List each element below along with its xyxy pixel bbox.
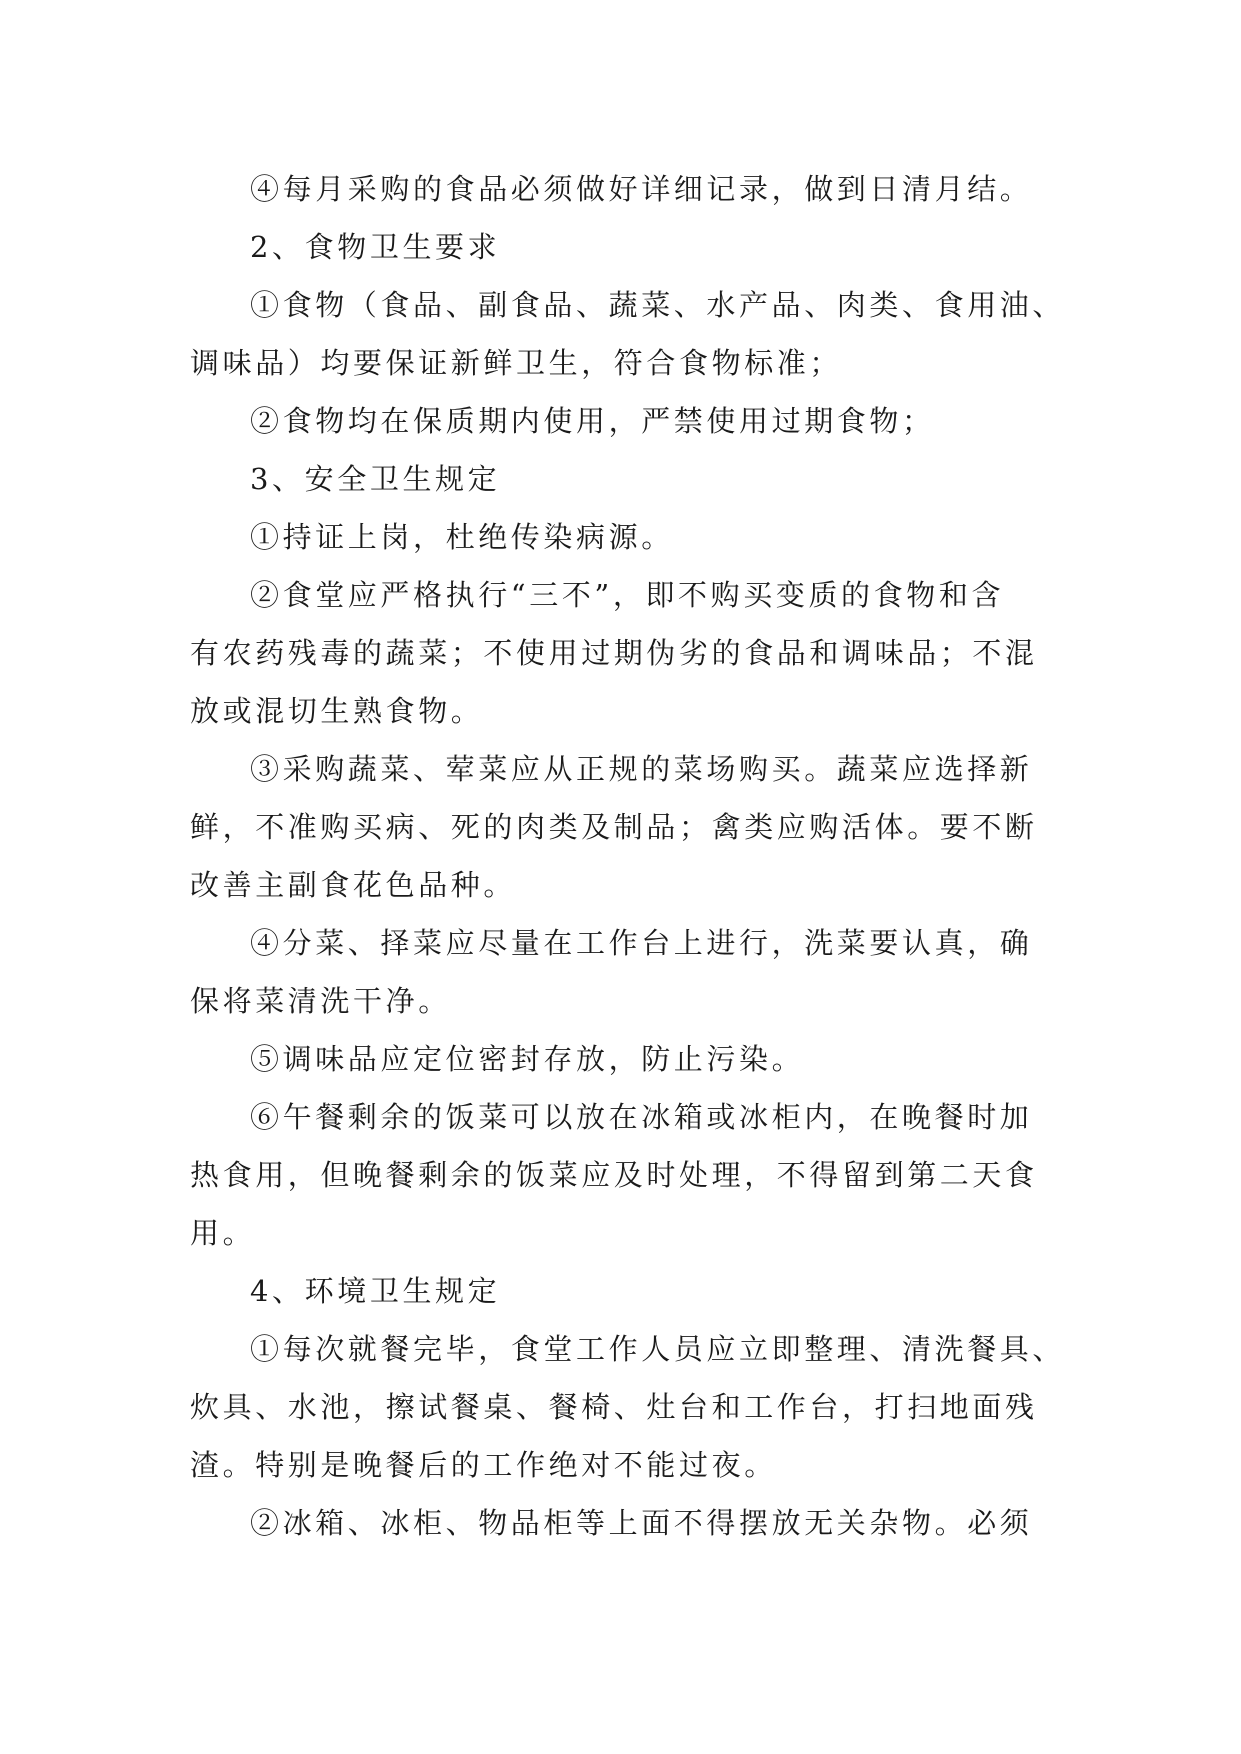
paragraph-line: 改善主副食花色品种。 (190, 868, 517, 902)
paragraph-line: ②食堂应严格执行“三不”，即不购买变质的食物和含 (250, 578, 1005, 612)
paragraph-line: 渣。特别是晚餐后的工作绝对不能过夜。 (190, 1448, 777, 1482)
section-heading: 3、安全卫生规定 (250, 462, 501, 496)
paragraph-line: ③采购蔬菜、荤菜应从正规的菜场购买。蔬菜应选择新 (250, 752, 1033, 786)
paragraph-line: 放或混切生熟食物。 (190, 694, 484, 728)
paragraph-line: ②冰箱、冰柜、物品柜等上面不得摆放无关杂物。必须 (250, 1506, 1033, 1540)
paragraph-line: ①食物（食品、副食品、蔬菜、水产品、肉类、食用油、 (250, 288, 1066, 322)
paragraph-line: ①每次就餐完毕，食堂工作人员应立即整理、清洗餐具、 (250, 1332, 1066, 1366)
paragraph-line: 保将菜清洗干净。 (190, 984, 451, 1018)
paragraph-line: 炊具、水池，擦试餐桌、餐椅、灶台和工作台，打扫地面残 (190, 1390, 1038, 1424)
paragraph-line: ⑥午餐剩余的饭菜可以放在冰箱或冰柜内，在晚餐时加 (250, 1100, 1033, 1134)
paragraph-line: 鲜，不准购买病、死的肉类及制品；禽类应购活体。要不断 (190, 810, 1038, 844)
paragraph-line: 调味品）均要保证新鲜卫生，符合食物标准； (190, 346, 843, 380)
paragraph-line: 有农药残毒的蔬菜；不使用过期伪劣的食品和调味品；不混 (190, 636, 1038, 670)
paragraph-line: ②食物均在保质期内使用，严禁使用过期食物； (250, 404, 935, 438)
paragraph-line: ④分菜、择菜应尽量在工作台上进行，洗菜要认真，确 (250, 926, 1033, 960)
paragraph-line: 用。 (190, 1216, 256, 1250)
section-heading: 4、环境卫生规定 (250, 1274, 501, 1308)
paragraph-line: ①持证上岗，杜绝传染病源。 (250, 520, 674, 554)
section-heading: 2、食物卫生要求 (250, 230, 501, 264)
paragraph-line: ④每月采购的食品必须做好详细记录，做到日清月结。 (250, 172, 1033, 206)
document-body (190, 160, 1066, 1552)
paragraph-line: ⑤调味品应定位密封存放，防止污染。 (250, 1042, 805, 1076)
paragraph-line: 热食用，但晚餐剩余的饭菜应及时处理，不得留到第二天食 (190, 1158, 1038, 1192)
